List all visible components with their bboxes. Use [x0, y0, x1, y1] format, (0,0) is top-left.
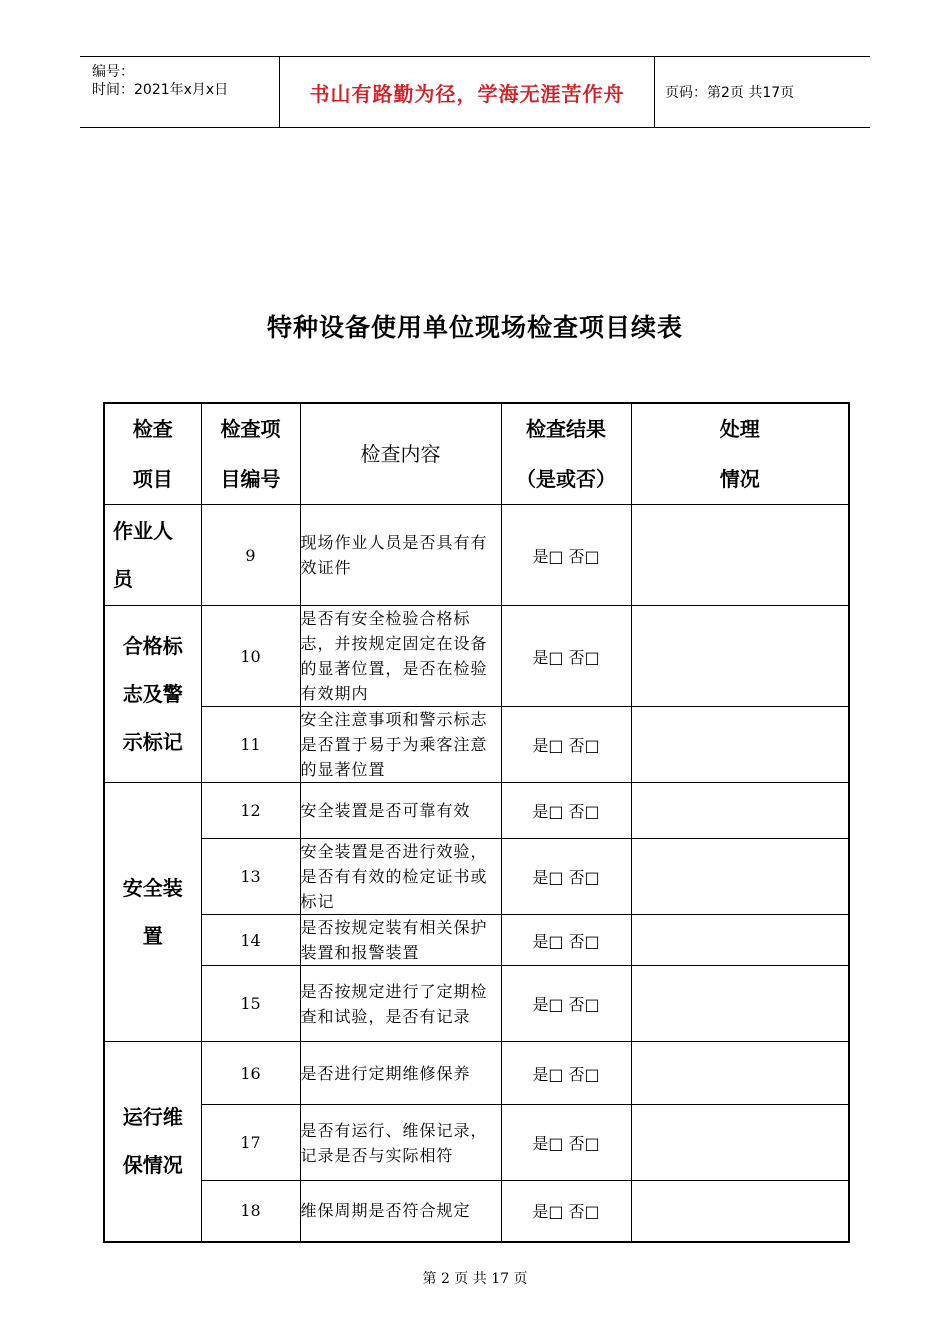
- row-result[interactable]: 是□ 否□: [501, 915, 631, 966]
- row-result[interactable]: 是□ 否□: [501, 1181, 631, 1242]
- time-label: 时间：2021年x月x日: [92, 82, 229, 98]
- header-handling: 处理 情况: [631, 403, 849, 505]
- table-row: [104, 1181, 849, 1242]
- row-number: 14: [201, 915, 300, 966]
- page-header: [80, 56, 870, 128]
- row-content: 现场作业人员是否具有有效证件: [300, 505, 501, 606]
- group-personnel: 作业人 员: [104, 505, 201, 606]
- row-content: 安全装置是否可靠有效: [300, 783, 501, 839]
- header-meta: [80, 57, 280, 127]
- row-handling[interactable]: [631, 505, 849, 606]
- table-row: [104, 783, 849, 839]
- row-number: 13: [201, 839, 300, 915]
- row-result[interactable]: 是□ 否□: [501, 1105, 631, 1181]
- table-row: [104, 1105, 849, 1181]
- inspection-table: [103, 402, 850, 1243]
- document-title: 特种设备使用单位现场检查项目续表: [266, 313, 683, 342]
- header-content: 检查内容: [300, 403, 501, 505]
- row-handling[interactable]: [631, 707, 849, 783]
- row-result[interactable]: 是□ 否□: [501, 783, 631, 839]
- row-number: 15: [201, 966, 300, 1042]
- row-number: 11: [201, 707, 300, 783]
- group-maintenance: 运行维 保情况: [104, 1042, 201, 1242]
- row-number: 18: [201, 1181, 300, 1242]
- table-row: [104, 505, 849, 606]
- header-result: 检查结果 （是或否）: [501, 403, 631, 505]
- table-row: [104, 839, 849, 915]
- row-content: 维保周期是否符合规定: [300, 1181, 501, 1242]
- row-handling[interactable]: [631, 1042, 849, 1105]
- row-number: 10: [201, 606, 300, 707]
- row-handling[interactable]: [631, 1181, 849, 1242]
- row-handling[interactable]: [631, 1105, 849, 1181]
- row-result[interactable]: 是□ 否□: [501, 966, 631, 1042]
- row-number: 17: [201, 1105, 300, 1181]
- table-row: [104, 606, 849, 707]
- row-content: 是否有安全检验合格标志，并按规定固定在设备的显著位置，是否在检验有效期内: [300, 606, 501, 707]
- table-row: [104, 1042, 849, 1105]
- row-result[interactable]: 是□ 否□: [501, 839, 631, 915]
- page-footer: 第 2 页 共 17 页: [422, 1271, 528, 1287]
- row-content: 是否按规定进行了定期检查和试验，是否有记录: [300, 966, 501, 1042]
- row-result[interactable]: 是□ 否□: [501, 1042, 631, 1105]
- header-page-number: 页码：第2页 共17页: [665, 85, 795, 101]
- row-handling[interactable]: [631, 966, 849, 1042]
- row-result[interactable]: 是□ 否□: [501, 505, 631, 606]
- header-motto: 书山有路勤为径，学海无涯苦作舟: [280, 57, 655, 127]
- table-header-row: [104, 403, 849, 505]
- row-handling[interactable]: [631, 915, 849, 966]
- row-result[interactable]: 是□ 否□: [501, 606, 631, 707]
- code-label: 编号：: [92, 64, 134, 80]
- group-safety-devices: 安全装 置: [104, 783, 201, 1042]
- row-content: 是否有运行、维保记录，记录是否与实际相符: [300, 1105, 501, 1181]
- table-row: [104, 707, 849, 783]
- row-content: 安全注意事项和警示标志是否置于易于为乘客注意的显著位置: [300, 707, 501, 783]
- row-result[interactable]: 是□ 否□: [501, 707, 631, 783]
- row-number: 12: [201, 783, 300, 839]
- row-handling[interactable]: [631, 606, 849, 707]
- row-content: 安全装置是否进行效验，是否有有效的检定证书或标记: [300, 839, 501, 915]
- table-row: [104, 966, 849, 1042]
- table-row: [104, 915, 849, 966]
- row-handling[interactable]: [631, 839, 849, 915]
- row-content: 是否按规定装有相关保护装置和报警装置: [300, 915, 501, 966]
- row-number: 9: [201, 505, 300, 606]
- row-handling[interactable]: [631, 783, 849, 839]
- group-qualification-marks: 合格标 志及警 示标记: [104, 606, 201, 783]
- header-number: 检查项 目编号: [201, 403, 300, 505]
- header-item: 检查 项目: [104, 403, 201, 505]
- row-number: 16: [201, 1042, 300, 1105]
- row-content: 是否进行定期维修保养: [300, 1042, 501, 1105]
